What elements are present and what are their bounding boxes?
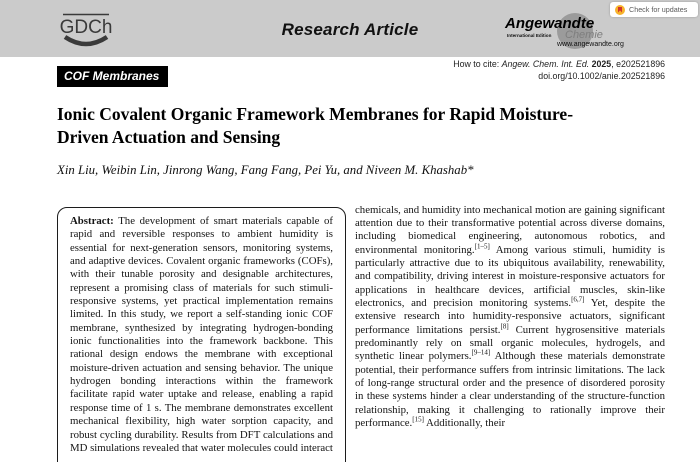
citation-line: How to cite: Angew. Chem. Int. Ed. 2025, e202521896 [453,59,665,69]
introduction-text: chemicals, and humidity into mechanical motion are gaining significant attention due to their transformative potential across diverse domains, including biomedical engineering, autonomous robotics, and environmental monitoring.[1–5] Among various stimuli, humidity is particularly attractive due to its ubiquitous availability, renewability, and compatibility, driving interest in moisture-responsive actuators for applications in healthcare devices, artificial muscles, skin-like electronics, and precision monitoring systems.[6,7] Yet, despite the extensive research into humidity-responsive actuators, significant performance limitations persist.[8] Current hygrosensitive materials predominantly rely on small organic molecules, hydrogels, and synthetic linear polymers.[9–14] Although these materials demonstrate potential, their performance suffers from intrinsic limitations. The lack of long-range structural order and the presence of disordered porosity in these systems hinder a clear understanding of the structure-function relationship, making it challenging to rationally improve their performance.[15] Additionally, their [355,203,666,429]
crossmark-icon [615,5,625,15]
crossmark-bookmark-icon [618,7,622,13]
check-for-updates-badge[interactable] [610,2,698,17]
check-for-updates-label: Check for updates [629,5,688,14]
journal-website-url: www.angewandte.org [557,41,624,48]
abstract-text: Abstract: The development of smart materials capable of rapid and reversible responses to ambient humidity is essential for next-generation sensors, monitoring systems, and adaptive devices. Covalent organic frameworks (COFs), with their tunable porosity and designable architectures, represent a promising class of materials for such stimuli-responsive systems, yet practical implementation remains limited. In this study, we report a self-standing ionic COF membrane, synthesized by integrating hydrogen-bonding ionic functionalities into the framework backbone. This rational design endows the membrane with exceptional moisture-driven actuation and sensing behavior. The unique hydrogen bonding interactions within the framework facilitate rapid water uptake and release, enabling a rapid response time of 1 s. The membrane demonstrates excellent mechanical flexibility, high water sorption capacity, and robust cycling durability. Results from DFT calculations and MD simulations revealed that water molecules could interact [70,215,333,454]
angewandte-international-edition: International Edition [507,33,552,38]
author-list: Xin Liu, Weibin Lin, Jinrong Wang, Fang Fang, Pei Yu, and Niveen M. Khashab* [57,163,474,177]
angewandte-chemie-label: Chemie [565,29,603,41]
angewandte-journal-name: Angewandte [505,15,595,32]
header-band [0,0,700,57]
category-tag: COF Membranes [57,66,168,87]
angewandte-logo [505,12,670,57]
gdch-logo-text: GDCh [59,17,113,38]
page-title: Ionic Covalent Organic Framework Membranes for Rapid Moisture-Driven Actuation and Sensing [57,104,574,147]
article-type-heading: Research Article [281,20,419,39]
citation-block [453,59,665,82]
doi-link[interactable]: doi.org/10.1002/anie.202521896 [538,70,665,81]
abstract-box [57,207,346,462]
